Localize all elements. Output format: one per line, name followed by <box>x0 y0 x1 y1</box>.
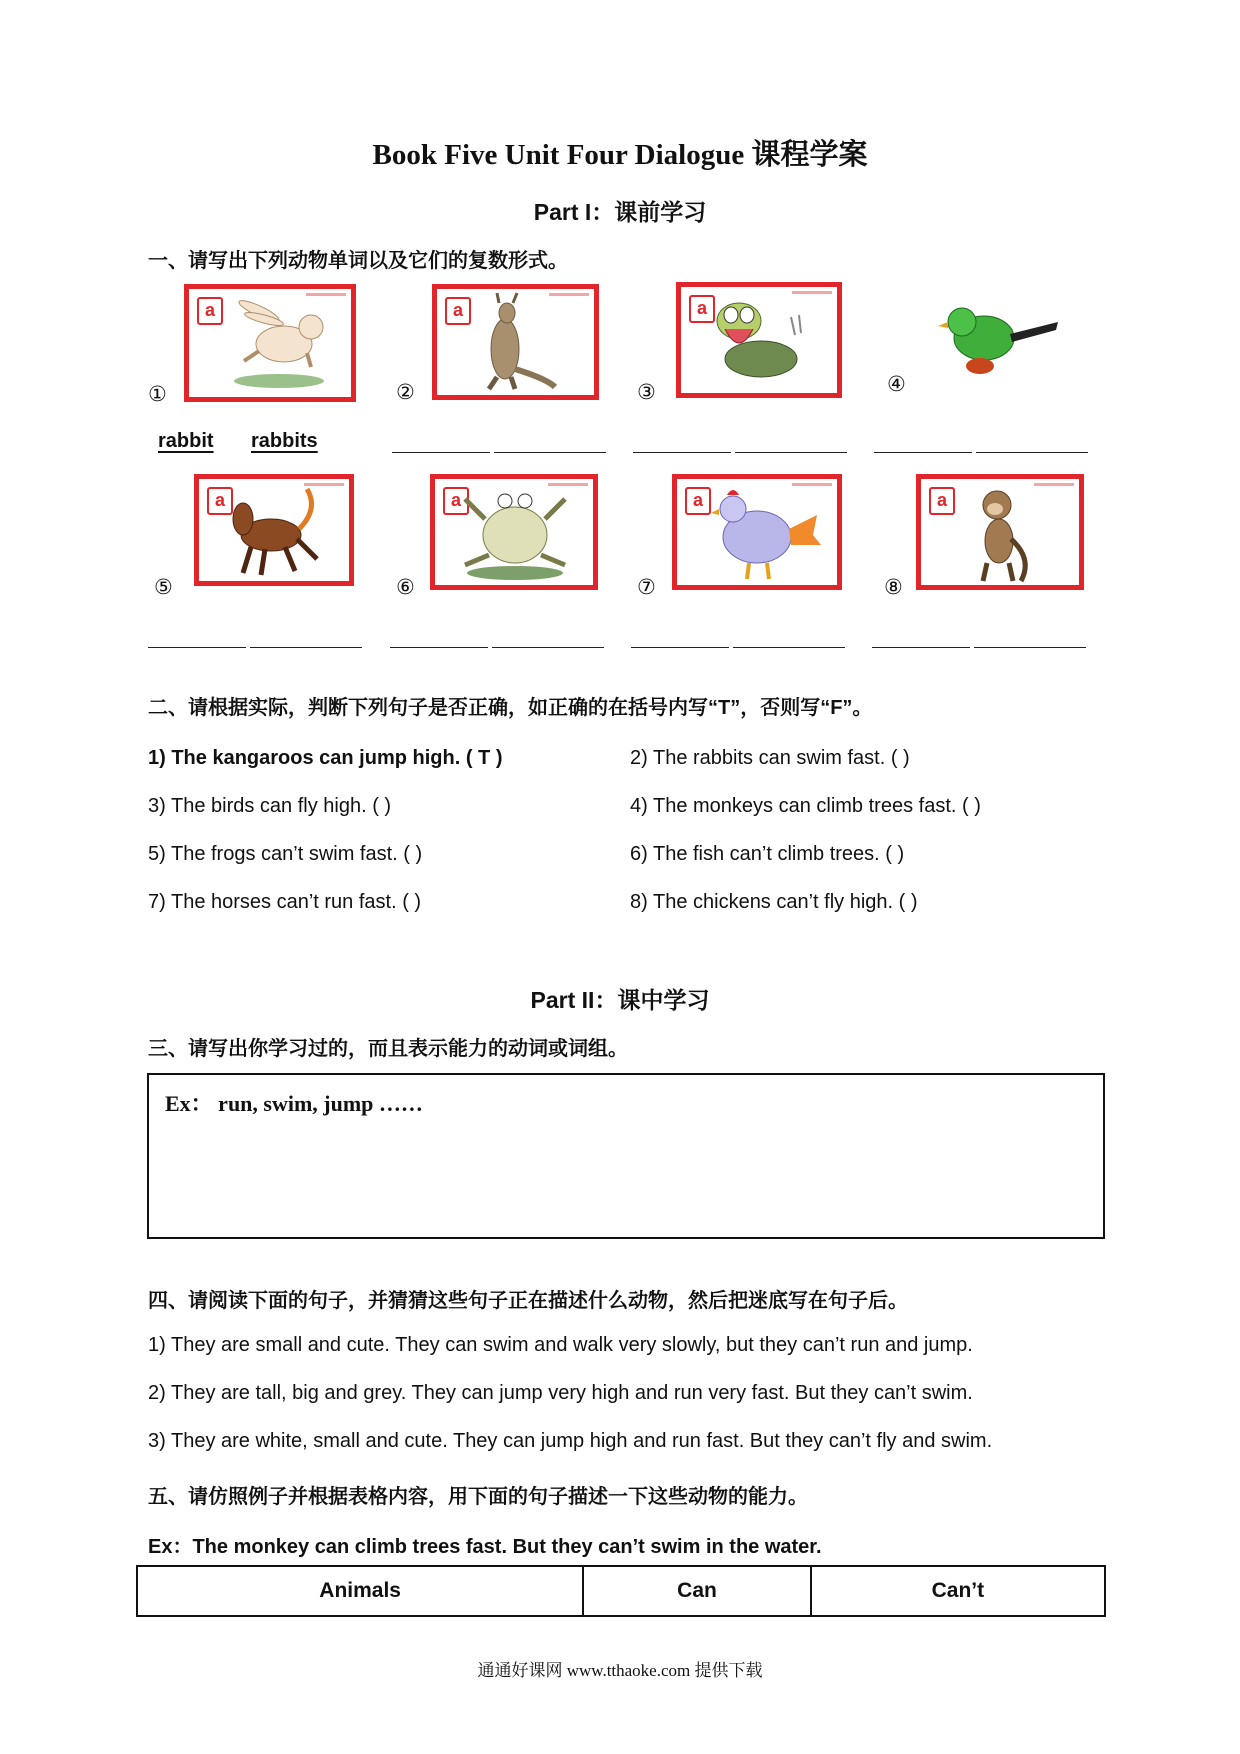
riddle-2[interactable]: 2) They are tall, big and grey. They can jump very high and run very fast. But they can’t swim. <box>148 1382 973 1404</box>
statement-2[interactable]: 2) The rabbits can swim fast. ( ) <box>630 747 910 769</box>
section-one-heading: 一、请写出下列动物单词以及它们的复数形式。 <box>148 250 568 272</box>
item-number-7: ⑦ <box>637 576 656 599</box>
answer-line[interactable] <box>392 452 490 453</box>
answer-box-example: Ex： run, swim, jump …… <box>165 1091 423 1116</box>
card-turtle <box>676 282 842 398</box>
page-footer: 通通好课网 www.tthaoke.com 提供下载 <box>477 1661 763 1680</box>
table-header-animals: Animals <box>137 1566 583 1616</box>
bird-icon <box>936 300 1060 376</box>
card-letter: a <box>197 297 223 325</box>
table-header-can: Can <box>583 1566 810 1616</box>
section-five-example: Ex：The monkey can climb trees fast. But they can’t swim in the water. <box>148 1536 822 1558</box>
card-kangaroo <box>432 284 599 400</box>
answer-line[interactable] <box>631 647 729 648</box>
page-title: Book Five Unit Four Dialogue 课程学案 <box>372 139 868 171</box>
statement-1[interactable]: 1) The kangaroos can jump high. ( T ) <box>148 747 503 769</box>
statement-5[interactable]: 5) The frogs can’t swim fast. ( ) <box>148 843 423 865</box>
frog-icon <box>435 479 593 585</box>
monkey-icon <box>921 479 1079 585</box>
table-header-cant: Can’t <box>811 1566 1105 1616</box>
answer-line[interactable] <box>872 647 970 648</box>
answer-line[interactable] <box>633 452 731 453</box>
card-letter: a <box>685 487 711 515</box>
item-number-8: ⑧ <box>884 576 903 599</box>
card-letter: a <box>689 295 715 323</box>
card-monkey <box>916 474 1084 590</box>
card-letter: a <box>443 487 469 515</box>
section-two-heading: 二、请根据实际，判断下列句子是否正确，如正确的在括号内写“T”，否则写“F”。 <box>148 697 873 719</box>
answer-line[interactable] <box>492 647 604 648</box>
statement-4[interactable]: 4) The monkeys can climb trees fast. ( ) <box>630 795 981 817</box>
answer-line[interactable] <box>390 647 488 648</box>
answer-line[interactable] <box>976 452 1088 453</box>
rabbit-icon <box>189 289 351 397</box>
horse-icon <box>199 479 349 581</box>
item-number-5: ⑤ <box>154 576 173 599</box>
answer-plural[interactable]: rabbits <box>251 430 318 452</box>
answer-line[interactable] <box>874 452 972 453</box>
answer-line[interactable] <box>494 452 606 453</box>
statement-8[interactable]: 8) The chickens can’t fly high. ( ) <box>630 891 918 913</box>
card-letter: a <box>929 487 955 515</box>
part-two-heading: Part II：课中学习 <box>530 987 710 1013</box>
kangaroo-icon <box>437 289 594 395</box>
item-number-3: ③ <box>637 381 656 404</box>
answer-line[interactable] <box>250 647 362 648</box>
answer-line[interactable] <box>733 647 845 648</box>
section-five-heading: 五、请仿照例子并根据表格内容，用下面的句子描述一下这些动物的能力。 <box>148 1486 808 1508</box>
answer-box[interactable] <box>147 1073 1105 1239</box>
section-three-heading: 三、请写出你学习过的，而且表示能力的动词或词组。 <box>148 1038 628 1060</box>
bird-picture <box>936 300 1060 376</box>
part-one-heading: Part I：课前学习 <box>533 199 707 225</box>
card-chicken <box>672 474 842 590</box>
turtle-icon <box>681 287 837 393</box>
item-number-2: ② <box>396 381 415 404</box>
card-frog <box>430 474 598 590</box>
answer-line[interactable] <box>148 647 246 648</box>
statement-6[interactable]: 6) The fish can’t climb trees. ( ) <box>630 843 905 865</box>
card-horse <box>194 474 354 586</box>
answer-singular[interactable]: rabbit <box>158 430 214 452</box>
riddle-3[interactable]: 3) They are white, small and cute. They can jump high and run fast. But they can’t fly and swim. <box>148 1430 993 1452</box>
riddle-1[interactable]: 1) They are small and cute. They can swim and walk very slowly, but they can’t run and jump. <box>148 1334 973 1356</box>
statement-3[interactable]: 3) The birds can fly high. ( ) <box>148 795 392 817</box>
item-number-4: ④ <box>887 373 906 396</box>
card-letter: a <box>207 487 233 515</box>
ability-table <box>136 1565 1106 1617</box>
section-four-heading: 四、请阅读下面的句子，并猜猜这些句子正在描述什么动物，然后把迷底写在句子后。 <box>148 1290 908 1312</box>
answer-line[interactable] <box>974 647 1086 648</box>
statement-7[interactable]: 7) The horses can’t run fast. ( ) <box>148 891 422 913</box>
chicken-icon <box>677 479 837 585</box>
item-number-1: ① <box>148 383 167 406</box>
answer-line[interactable] <box>735 452 847 453</box>
card-letter: a <box>445 297 471 325</box>
item-number-6: ⑥ <box>396 576 415 599</box>
card-rabbit <box>184 284 356 402</box>
